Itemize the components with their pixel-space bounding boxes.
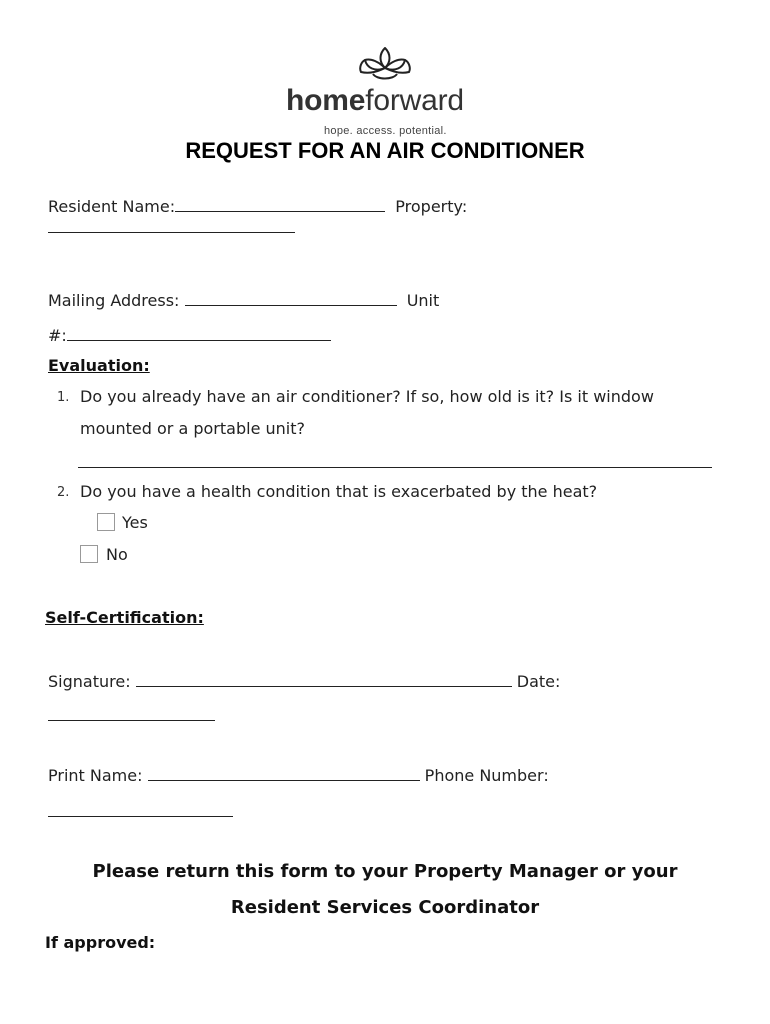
- page-title: REQUEST FOR AN AIR CONDITIONER: [185, 138, 585, 163]
- print-name-row: [48, 766, 549, 785]
- print-name-label: Print Name:: [48, 766, 143, 785]
- unit-label: Unit: [406, 291, 440, 310]
- unit-field[interactable]: [67, 326, 331, 341]
- phone-number-field[interactable]: [48, 816, 233, 817]
- brand-tagline: hope. access. potential.: [324, 125, 447, 137]
- mailing-address-field[interactable]: [185, 291, 397, 306]
- mailing-address-label: Mailing Address:: [48, 291, 180, 310]
- return-instructions-line2: Resident Services Coordinator: [230, 897, 540, 918]
- print-name-field[interactable]: [148, 766, 420, 781]
- question-2-number: 2.: [57, 485, 70, 500]
- question-1-answer-field[interactable]: [78, 467, 712, 468]
- date-field[interactable]: [48, 720, 215, 721]
- mailing-address-row: [48, 291, 439, 310]
- property-label: Property:: [395, 197, 468, 216]
- lotus-logo-icon: [357, 44, 413, 84]
- signature-row: [48, 672, 560, 691]
- return-instructions-line1: Please return this form to your Property Manager or your: [92, 861, 678, 882]
- resident-name-row: [48, 197, 467, 216]
- unit-hash-label: #:: [48, 326, 67, 345]
- phone-number-label: Phone Number:: [424, 766, 549, 785]
- evaluation-heading: Evaluation:: [48, 356, 150, 375]
- yes-label: Yes: [122, 513, 148, 532]
- unit-row: [48, 326, 331, 345]
- question-1-text-line2: mounted or a portable unit?: [80, 419, 305, 438]
- no-checkbox[interactable]: [80, 545, 98, 563]
- brand-wordmark: homeforward: [286, 84, 464, 117]
- resident-name-field[interactable]: [175, 197, 385, 212]
- signature-field[interactable]: [136, 672, 512, 687]
- question-2-text: Do you have a health condition that is exacerbated by the heat?: [80, 482, 598, 501]
- no-label: No: [106, 545, 128, 564]
- yes-checkbox[interactable]: [97, 513, 115, 531]
- property-field[interactable]: [48, 232, 295, 233]
- question-1-number: 1.: [57, 390, 70, 405]
- question-1-text-line1: Do you already have an air conditioner? If so, how old is it? Is it window: [80, 387, 654, 406]
- signature-label: Signature:: [48, 672, 131, 691]
- if-approved-label: If approved:: [45, 933, 156, 952]
- self-certification-heading: Self-Certification:: [45, 608, 204, 627]
- resident-name-label: Resident Name:: [48, 197, 176, 216]
- date-label: Date:: [516, 672, 561, 691]
